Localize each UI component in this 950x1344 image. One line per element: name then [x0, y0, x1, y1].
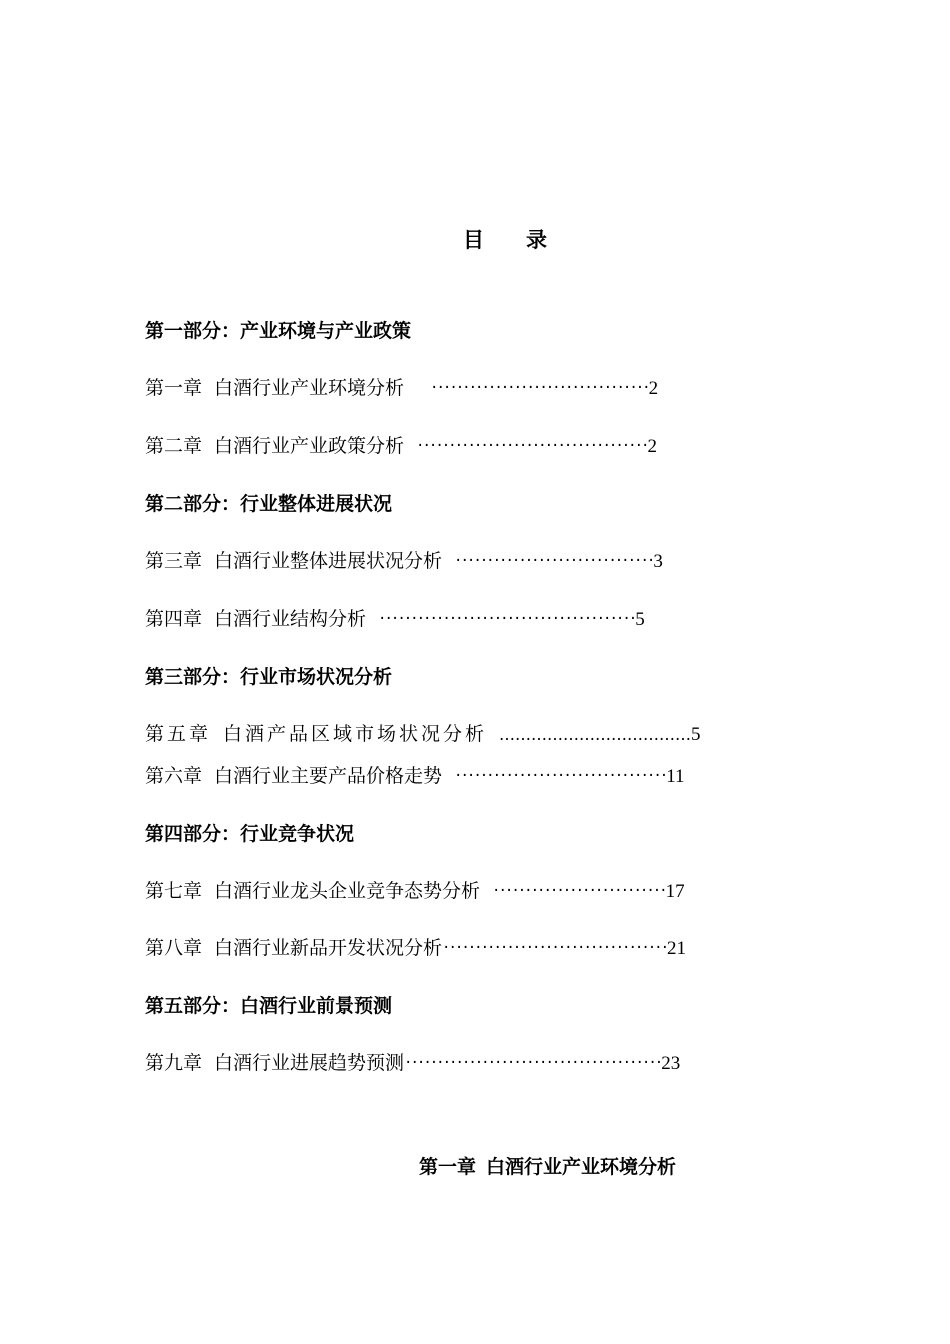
- chapter-number: 第五章: [145, 723, 212, 745]
- chapter-number: 第八章: [145, 937, 203, 959]
- page-number: 2: [647, 436, 657, 457]
- chapter-number: 第四章: [145, 608, 203, 630]
- chapter-number: 第九章: [145, 1052, 203, 1074]
- section-heading: [419, 1152, 676, 1179]
- leader-dots: ···························: [492, 883, 666, 899]
- toc-part-1: 第一部分：产业环境与产业政策: [145, 320, 412, 342]
- leader-dots: ………………………………: [499, 725, 692, 744]
- chapter-title: 白酒行业结构分析: [214, 608, 367, 630]
- leader-dots: ···································: [442, 940, 668, 956]
- page-number: 23: [661, 1053, 681, 1074]
- chapter-title: 白酒行业主要产品价格走势: [214, 765, 443, 787]
- toc-title-left: 目: [463, 227, 484, 252]
- chapter-title: 白酒行业进展趋势预测: [214, 1052, 405, 1074]
- page-number: 2: [648, 378, 659, 399]
- leader-dots: ··································: [430, 380, 649, 396]
- section-number: 第一章: [419, 1156, 477, 1178]
- chapter-number: 第三章: [145, 550, 203, 572]
- toc-chapter-6[interactable]: [145, 761, 684, 788]
- page-number: 11: [666, 766, 685, 787]
- toc-chapter-5[interactable]: [145, 719, 704, 746]
- leader-dots: ·······························: [454, 553, 654, 569]
- toc-title-right: 录: [526, 227, 547, 252]
- toc-chapter-3[interactable]: [145, 546, 663, 573]
- leader-dots: ····································: [416, 438, 648, 454]
- leader-dots: ········································: [404, 1055, 662, 1071]
- page-number: 3: [653, 551, 663, 572]
- toc-part-3: 第三部分：行业市场状况分析: [145, 666, 393, 688]
- page-number: 5: [691, 724, 704, 745]
- chapter-number: 第七章: [145, 880, 203, 902]
- page-number: 17: [665, 881, 685, 902]
- toc-chapter-8[interactable]: [145, 933, 686, 960]
- toc-part-4: 第四部分：行业竞争状况: [145, 823, 355, 845]
- toc-chapter-1[interactable]: [145, 373, 658, 400]
- chapter-title: 白酒行业产业环境分析: [214, 377, 405, 399]
- section-title: 白酒行业产业环境分析: [486, 1156, 677, 1178]
- chapter-title: 白酒行业龙头企业竞争态势分析: [214, 880, 481, 902]
- page-number: 5: [635, 609, 645, 630]
- chapter-title: 白酒产品区域市场状况分析: [223, 723, 488, 745]
- chapter-title: 白酒行业新品开发状况分析: [214, 937, 443, 959]
- toc-title: [0, 224, 950, 254]
- page-number: 21: [667, 938, 687, 959]
- toc-chapter-2[interactable]: [145, 431, 657, 458]
- chapter-number: 第六章: [145, 765, 203, 787]
- chapter-title: 白酒行业产业政策分析: [214, 435, 405, 457]
- toc-chapter-9[interactable]: [145, 1048, 680, 1075]
- chapter-number: 第二章: [145, 435, 203, 457]
- chapter-title: 白酒行业整体进展状况分析: [214, 550, 443, 572]
- toc-part-5: 第五部分：白酒行业前景预测: [145, 995, 393, 1017]
- leader-dots: ·································: [454, 768, 667, 784]
- toc-chapter-7[interactable]: [145, 876, 685, 903]
- toc-part-2: 第二部分：行业整体进展状况: [145, 493, 393, 515]
- chapter-number: 第一章: [145, 377, 203, 399]
- toc-chapter-4[interactable]: [145, 604, 645, 631]
- leader-dots: ········································: [378, 611, 636, 627]
